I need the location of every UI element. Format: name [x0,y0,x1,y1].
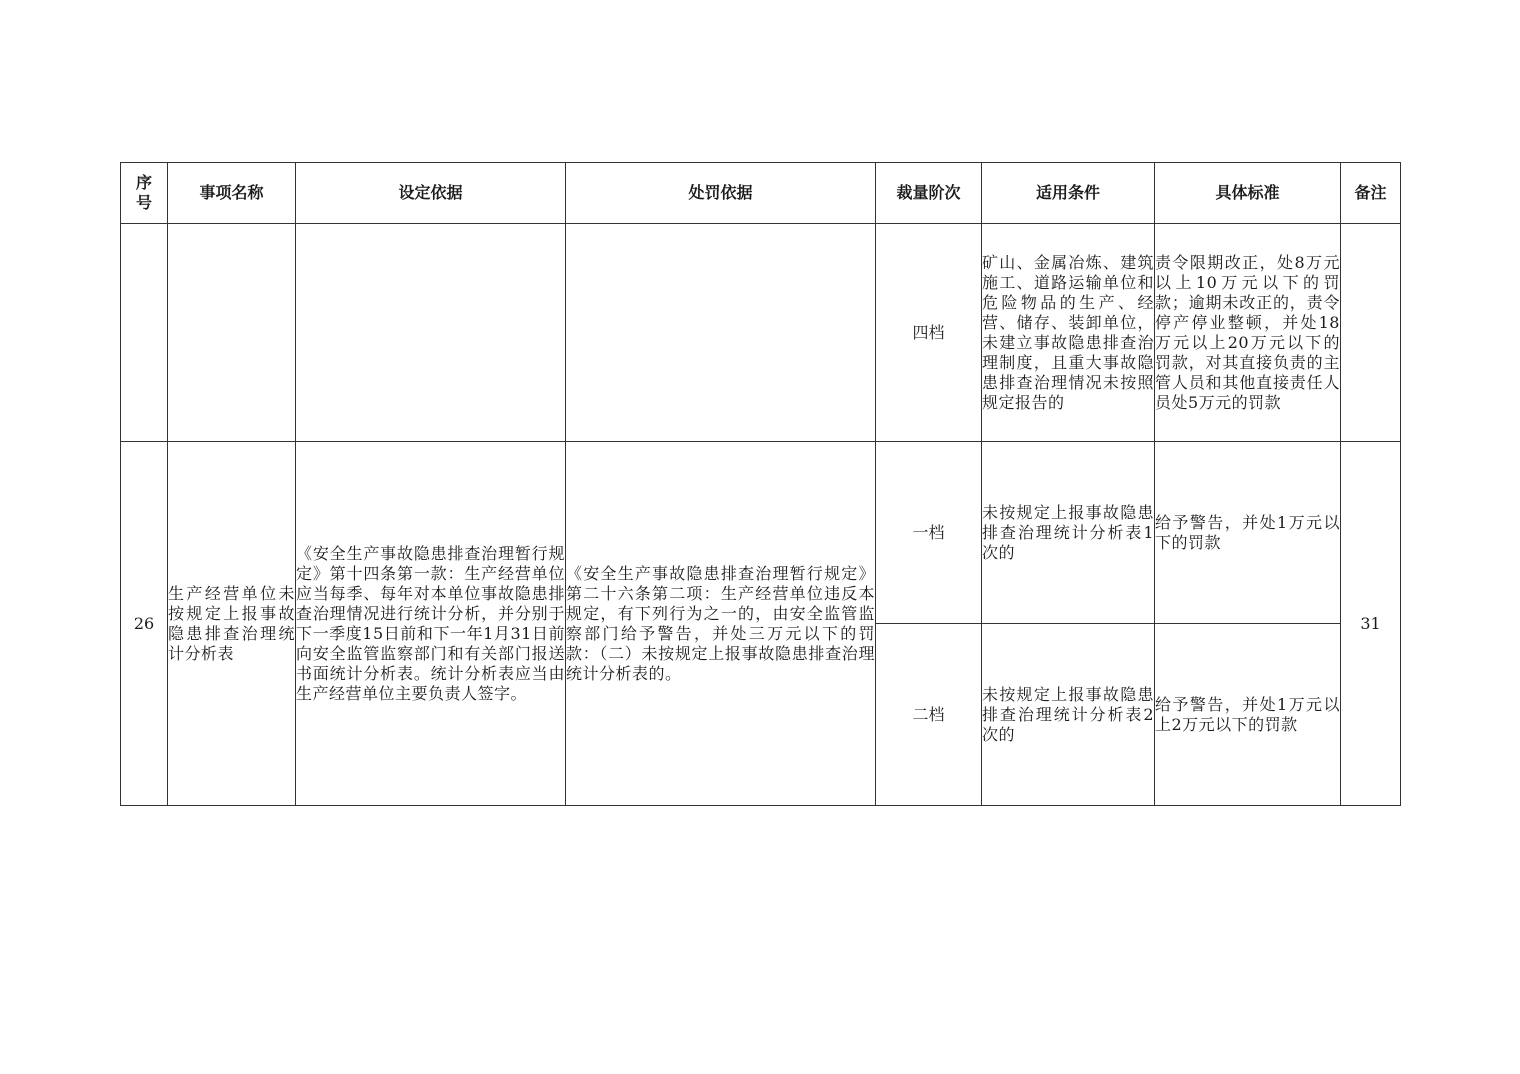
cell-level-4: 四档 [876,224,982,442]
header-condition: 适用条件 [982,163,1155,224]
cell-penalty-basis-empty [566,224,876,442]
cell-seq-26: 26 [121,442,168,806]
cell-condition-1: 未按规定上报事故隐患排查治理统计分析表1次的 [982,442,1155,624]
cell-basis-26: 《安全生产事故隐患排查治理暂行规定》第十四条第一款：生产经营单位应当每季、每年对本单位事故隐患排查治理情况进行统计分析，并分别于下一季度15日前和下一年1月31日前向安全监管监察部门和有关部门报送书面统计分析表。统计分析表应当由生产经营单位主要负责人签字。 [296,442,566,806]
header-seq: 序号 [121,163,168,224]
cell-condition-2: 未按规定上报事故隐患排查治理统计分析表2次的 [982,624,1155,806]
header-penalty-basis: 处罚依据 [566,163,876,224]
table-row-26-level-1 [121,442,1401,624]
table-header-row [121,163,1401,224]
cell-name-26: 生产经营单位未按规定上报事故隐患排查治理统计分析表 [168,442,296,806]
cell-level-1: 一档 [876,442,982,624]
header-level: 裁量阶次 [876,163,982,224]
header-remark: 备注 [1341,163,1401,224]
penalty-standard-table [120,162,1401,806]
header-standard: 具体标准 [1155,163,1341,224]
cell-condition-4: 矿山、金属冶炼、建筑施工、道路运输单位和危险物品的生产、经营、储存、装卸单位，未建立事故隐患排查治理制度，且重大事故隐患排查治理情况未按照规定报告的 [982,224,1155,442]
cell-name-empty [168,224,296,442]
cell-basis-empty [296,224,566,442]
cell-remark-empty [1341,224,1401,442]
header-basis: 设定依据 [296,163,566,224]
header-name: 事项名称 [168,163,296,224]
table-row-continued [121,224,1401,442]
cell-remark-26: 31 [1341,442,1401,806]
cell-level-2: 二档 [876,624,982,806]
cell-standard-1: 给予警告，并处1万元以下的罚款 [1155,442,1341,624]
cell-penalty-basis-26: 《安全生产事故隐患排查治理暂行规定》第二十六条第二项：生产经营单位违反本规定，有下列行为之一的，由安全监管监察部门给予警告，并处三万元以下的罚款：（二）未按规定上报事故隐患排查治理统计分析表的。 [566,442,876,806]
cell-seq-empty [121,224,168,442]
cell-standard-4: 责令限期改正，处8万元以上10万元以下的罚款；逾期未改正的，责令停产停业整顿，并处18万元以上20万元以下的罚款，对其直接负责的主管人员和其他直接责任人员处5万元的罚款 [1155,224,1341,442]
cell-standard-2: 给予警告，并处1万元以上2万元以下的罚款 [1155,624,1341,806]
